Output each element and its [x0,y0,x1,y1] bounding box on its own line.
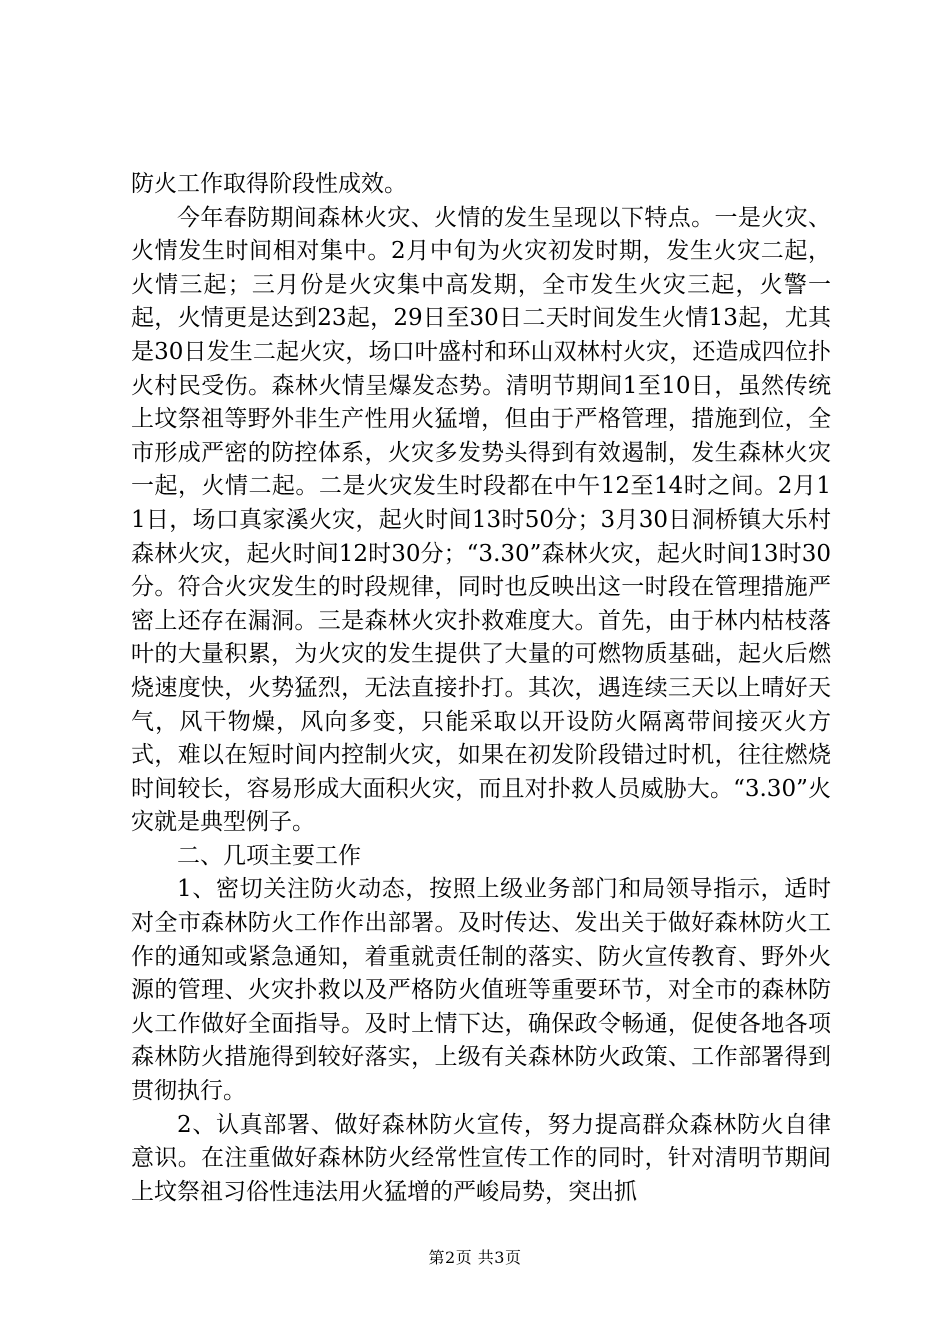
paragraph-fire-characteristics: 今年春防期间森林火灾、火情的发生呈现以下特点。一是火灾、火情发生时间相对集中。2月中旬为火灾初发时期，发生火灾二起，火情三起；三月份是火灾集中高发期，全市发生火灾三起，火警一起，火情更是达到23起，29日至30日二天时间发生火情13起，尤其是30日发生二起火灾，场口叶盛村和环山双林村火灾，还造成四位扑火村民受伤。森林火情呈爆发态势。清明节期间1至10日，虽然传统上坟祭祖等野外非生产性用火猛增，但由于严格管理，措施到位，全市形成严密的防控体系，火灾多发势头得到有效遏制，发生森林火灾一起，火情二起。二是火灾发生时段都在中午12至14时之间。2月11日，场口真家溪火灾，起火时间13时50分；3月30日洞桥镇大乐村森林火灾，起火时间12时30分；“3.30”森林火灾，起火时间13时30分。符合火灾发生的时段规律，同时也反映出这一时段在管理措施严密上还存在漏洞。三是森林火灾扑救难度大。首先，由于林内枯枝落叶的大量积累，为火灾的发生提供了大量的可燃物质基础，起火后燃烧速度快，火势猛烈，无法直接扑打。其次，遇连续三天以上晴好天气，风干物燥，风向多变，只能采取以开设防火隔离带间接灭火方式，难以在短时间内控制火灾，如果在初发阶段错过时机，往往燃烧时间较长，容易形成大面积火灾，而且对扑救人员威胁大。“3.30”火灾就是典型例子。 [131,204,831,836]
document-body [131,168,831,1209]
section-heading-main-work: 二、几项主要工作 [177,842,361,869]
paragraph-work-item-2: 2、认真部署、做好森林防火宣传，努力提高群众森林防火自律意识。在注重做好森林防火经常性宣传工作的同时，针对清明节期间上坟祭祖习俗性违法用火猛增的严峻局势，突出抓 [131,1111,831,1205]
page-number-footer: 第2页 共3页 [428,1248,522,1267]
paragraph-work-item-1: 1、密切关注防火动态，按照上级业务部门和局领导指示，适时对全市森林防火工作作出部署。及时传达、发出关于做好森林防火工作的通知或紧急通知，着重就责任制的落实、防火宣传教育、野外火源的管理、火灾扑救以及严格防火值班等重要环节，对全市的森林防火工作做好全面指导。及时上情下达，确保政令畅通，促使各地各项森林防火措施得到较好落实，上级有关森林防火政策、工作部署得到贯彻执行。 [131,876,831,1105]
paragraph-continuation: 防火工作取得阶段性成效。 [131,171,407,197]
